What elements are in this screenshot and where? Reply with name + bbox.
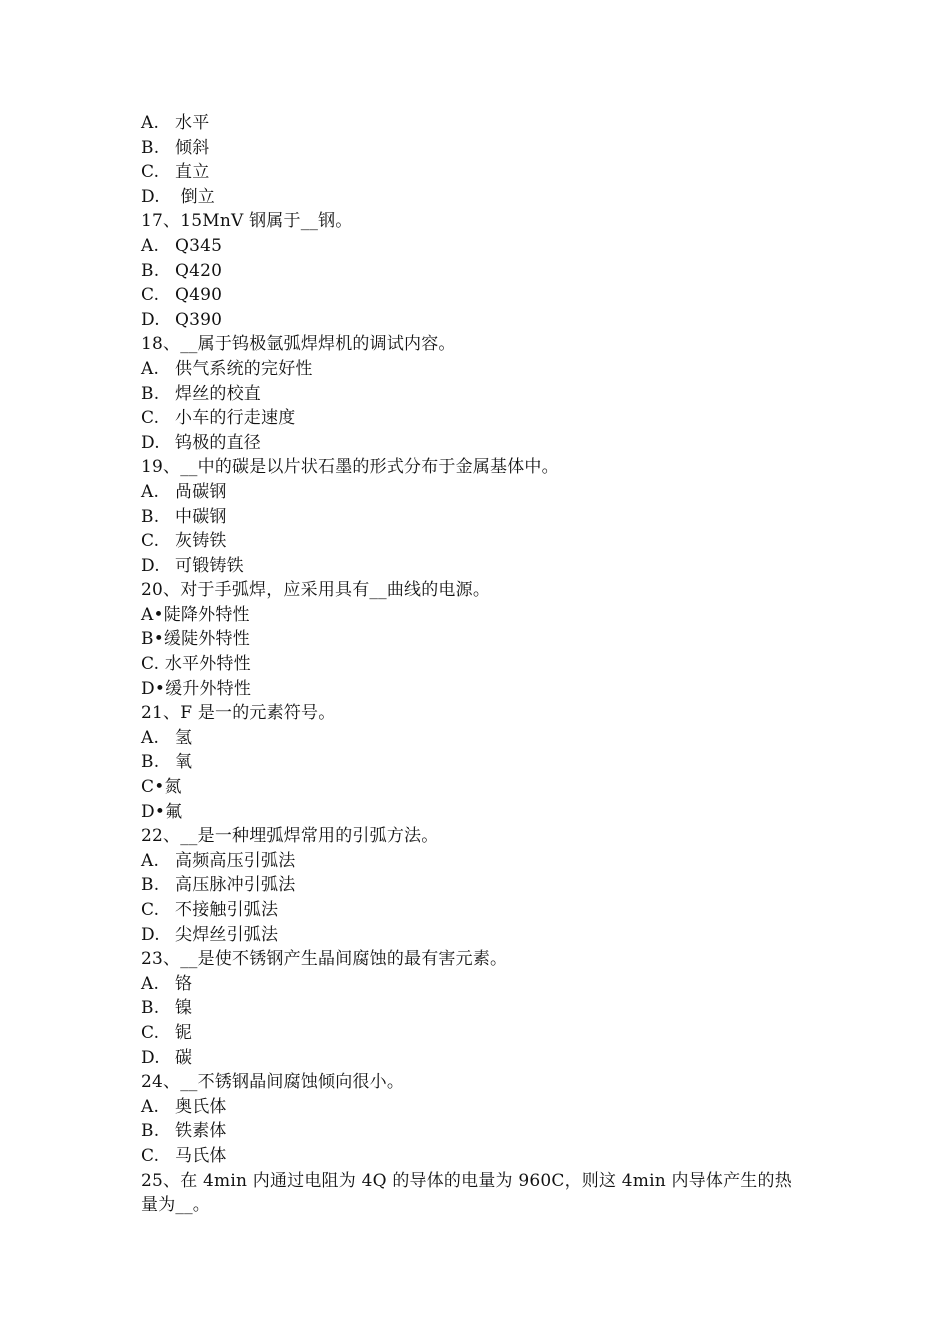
option-text: 直立 xyxy=(175,162,210,183)
option-key: B. xyxy=(141,752,160,773)
option-key: B. xyxy=(141,137,160,158)
answer-option xyxy=(141,259,821,284)
option-text: 铌 xyxy=(175,1022,193,1043)
question-text: 23、__是使不锈钢产生晶间腐蚀的最有害元素。 xyxy=(141,949,508,970)
option-key: B. xyxy=(141,260,160,281)
answer-option xyxy=(141,750,821,775)
answer-option xyxy=(141,505,821,530)
answer-option xyxy=(141,529,821,554)
option-text: 尖焊丝引弧法 xyxy=(175,924,279,945)
option-text: 咼碳钢 xyxy=(175,481,227,502)
answer-option xyxy=(141,283,821,308)
question-text: 20、对于手弧焊，应采用具有__曲线的电源。 xyxy=(141,580,491,601)
option-text: 陡降外特性 xyxy=(163,604,250,625)
option-key: B. xyxy=(141,1121,160,1142)
answer-option xyxy=(141,652,821,677)
answer-option xyxy=(141,775,821,800)
option-key: D. xyxy=(141,555,160,576)
option-text: 不接触引弧法 xyxy=(175,900,279,920)
option-key: B. xyxy=(141,506,160,527)
question-text: 25、在 4min 内通过电阻为 4Q 的导体的电量为 960C，则这 4min 内导体产生的热 xyxy=(141,1170,792,1191)
answer-option xyxy=(141,406,821,431)
answer-option xyxy=(141,234,821,259)
option-text: 中碳钢 xyxy=(175,506,227,527)
answer-option xyxy=(141,996,821,1021)
option-key: A. xyxy=(141,113,160,133)
option-text: 可锻铸铁 xyxy=(175,555,244,576)
answer-option xyxy=(141,726,821,751)
option-key: A. xyxy=(141,850,160,871)
option-text: 氧 xyxy=(175,752,193,773)
answer-option xyxy=(141,160,821,185)
option-text: 灰铸铁 xyxy=(175,531,227,552)
answer-option xyxy=(141,1021,821,1046)
answer-option xyxy=(141,185,821,210)
option-text: 氟 xyxy=(165,801,183,822)
option-text: 缓升外特性 xyxy=(165,678,252,699)
option-key: A. xyxy=(141,973,160,994)
option-text: 镍 xyxy=(175,998,193,1019)
option-key: A. xyxy=(141,235,160,256)
option-text: 缓陡外特性 xyxy=(163,629,250,650)
question-text: 21、F 是一的元素符号。 xyxy=(141,703,336,724)
option-key: B. xyxy=(141,383,160,404)
option-key: C. xyxy=(141,285,160,306)
answer-option xyxy=(141,923,821,948)
answer-option xyxy=(141,431,821,456)
option-key: D• xyxy=(141,678,166,699)
option-text: 钨极的直径 xyxy=(175,432,261,453)
option-text: 倾斜 xyxy=(175,137,210,158)
option-key: C. xyxy=(141,162,160,183)
option-text: Q390 xyxy=(175,309,223,330)
option-key: C. xyxy=(141,1145,160,1166)
answer-option xyxy=(141,382,821,407)
option-key: C. xyxy=(141,408,160,429)
answer-option xyxy=(141,357,821,382)
option-text: 水平外特性 xyxy=(164,654,251,675)
answer-option xyxy=(141,1046,821,1071)
option-key: B. xyxy=(141,998,160,1019)
option-text: 氢 xyxy=(175,727,193,748)
option-key: C. xyxy=(141,900,160,920)
option-key: C• xyxy=(141,777,165,798)
answer-option xyxy=(141,1144,821,1169)
question-text: 24、__不锈钢晶间腐蚀倾向很小。 xyxy=(141,1072,405,1093)
option-key: C. xyxy=(141,1022,160,1043)
option-key: A. xyxy=(141,481,160,502)
option-text: 小车的行走速度 xyxy=(175,408,296,429)
answer-option xyxy=(141,480,821,505)
question-text: 22、__是一种埋弧焊常用的引弧方法。 xyxy=(141,826,439,847)
answer-option xyxy=(141,677,821,702)
option-key: D. xyxy=(141,924,160,945)
option-text: 铁素体 xyxy=(175,1121,227,1142)
option-key: D. xyxy=(141,309,160,330)
question-text: 量为__。 xyxy=(141,1195,210,1216)
option-key: A. xyxy=(141,727,160,748)
answer-option xyxy=(141,136,821,161)
answer-option xyxy=(141,898,821,923)
option-key: C. xyxy=(141,654,165,675)
option-key: D. xyxy=(141,432,160,453)
answer-option xyxy=(141,554,821,579)
option-text: 水平 xyxy=(175,113,210,133)
option-key: D. xyxy=(141,186,160,207)
answer-option xyxy=(141,873,821,898)
option-text: 高频高压引弧法 xyxy=(175,850,296,871)
option-text: 奥氏体 xyxy=(175,1096,227,1117)
option-text: Q490 xyxy=(175,285,223,306)
question-text: 18、__属于钨极氩弧焊焊机的调试内容。 xyxy=(141,334,456,355)
option-key: C. xyxy=(141,531,160,552)
option-text: 铬 xyxy=(175,973,193,994)
question-text: 17、15MnV 钢属于__钢。 xyxy=(141,211,353,232)
option-key: B• xyxy=(141,629,164,650)
option-key: A. xyxy=(141,1096,160,1117)
question-text: 19、__中的碳是以片状石墨的形式分布于金属基体中。 xyxy=(141,457,559,478)
question-list xyxy=(141,111,821,1218)
option-key: B. xyxy=(141,875,160,896)
option-key: A. xyxy=(141,358,160,379)
option-text: 高压脉冲引弧法 xyxy=(175,875,296,896)
option-text: 碳 xyxy=(175,1047,193,1068)
answer-option xyxy=(141,627,821,652)
answer-option xyxy=(141,111,821,136)
option-text: 氮 xyxy=(164,777,182,798)
option-key: A• xyxy=(141,604,164,625)
answer-option xyxy=(141,800,821,825)
option-text: 焊丝的校直 xyxy=(175,383,261,404)
answer-option xyxy=(141,1119,821,1144)
option-text: Q345 xyxy=(175,235,223,256)
answer-option xyxy=(141,308,821,333)
option-text: 倒立 xyxy=(175,186,216,207)
answer-option xyxy=(141,1095,821,1120)
option-text: 供气系统的完好性 xyxy=(175,358,313,379)
answer-option xyxy=(141,603,821,628)
option-key: D. xyxy=(141,1047,160,1068)
answer-option xyxy=(141,849,821,874)
option-text: Q420 xyxy=(175,260,223,281)
option-key: D• xyxy=(141,801,166,822)
answer-option xyxy=(141,972,821,997)
option-text: 马氏体 xyxy=(175,1145,227,1166)
